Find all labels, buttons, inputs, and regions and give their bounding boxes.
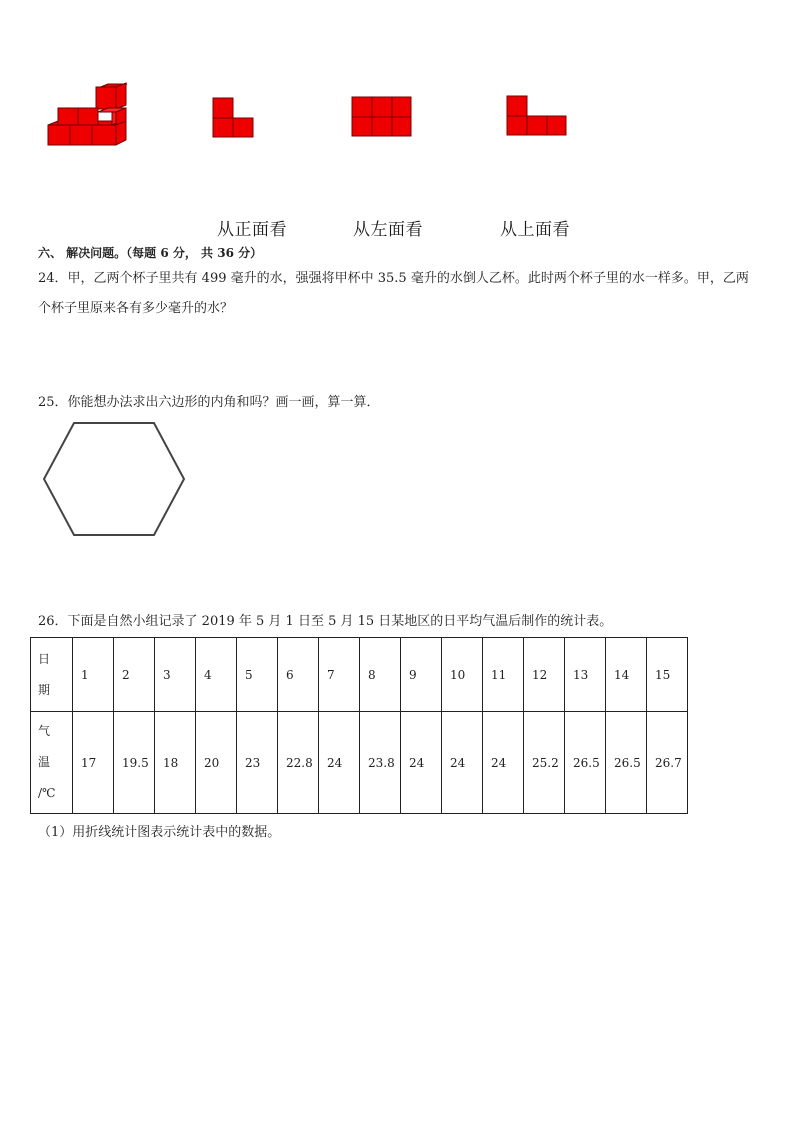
temperature-header-unit: /℃ [38, 786, 56, 800]
top-view-label: 从上面看 [500, 220, 570, 240]
date-header-char-1: 日 [38, 651, 51, 666]
temp-cell: 22.8 [278, 712, 319, 814]
date-cell: 8 [360, 638, 401, 712]
temp-cell: 23.8 [360, 712, 401, 814]
date-cell: 5 [237, 638, 278, 712]
date-cell: 7 [319, 638, 360, 712]
temp-cell: 24 [401, 712, 442, 814]
temperature-header-char-2: 温 [38, 755, 51, 769]
temperature-header-cell [31, 712, 73, 814]
cube-solid-3d [40, 80, 130, 150]
question-24: 24．甲，乙两个杯子里共有 499 毫升的水，强强将甲杯中 35.5 毫升的水倒人乙杯。此时两个杯子里的水一样多。甲，乙两个杯子里原来各有多少毫升的水？ [38, 271, 749, 316]
temperature-header-char-1: 气 [38, 724, 51, 738]
temp-cell: 24 [442, 712, 483, 814]
temperature-table [30, 637, 688, 814]
question-26-part-1: （1）用折线统计图表示统计表中的数据。 [38, 825, 281, 840]
temp-cell: 24 [483, 712, 524, 814]
temp-cell: 26.5 [565, 712, 606, 814]
date-cell: 3 [155, 638, 196, 712]
front-view-shape [212, 97, 256, 139]
date-cell: 2 [114, 638, 155, 712]
section-heading: 六、 解决问题。（每题 6 分， 共 36 分） [38, 246, 263, 260]
date-cell: 12 [524, 638, 565, 712]
date-cell: 14 [606, 638, 647, 712]
front-view-label: 从正面看 [217, 220, 287, 240]
temp-cell: 24 [319, 712, 360, 814]
temp-cell: 17 [73, 712, 114, 814]
date-cell: 1 [73, 638, 114, 712]
date-header-cell [31, 638, 73, 712]
left-view-label: 从左面看 [353, 220, 423, 240]
hexagon-figure [40, 420, 190, 540]
temp-cell: 23 [237, 712, 278, 814]
date-cell: 13 [565, 638, 606, 712]
top-view-shape [506, 95, 568, 137]
left-view-shape [351, 96, 413, 138]
date-cell: 10 [442, 638, 483, 712]
temp-cell: 26.7 [647, 712, 688, 814]
date-header-char-2: 期 [38, 682, 51, 697]
date-cell: 9 [401, 638, 442, 712]
temperature-row [31, 712, 688, 814]
date-cell: 15 [647, 638, 688, 712]
date-row [31, 638, 688, 712]
temp-cell: 18 [155, 712, 196, 814]
date-cell: 4 [196, 638, 237, 712]
date-cell: 11 [483, 638, 524, 712]
temp-cell: 19.5 [114, 712, 155, 814]
temp-cell: 20 [196, 712, 237, 814]
question-26: 26．下面是自然小组记录了 2019 年 5 月 1 日至 5 月 15 日某地区的日平均气温后制作的统计表。 [38, 614, 613, 629]
temp-cell: 25.2 [524, 712, 565, 814]
date-cell: 6 [278, 638, 319, 712]
temp-cell: 26.5 [606, 712, 647, 814]
question-25: 25．你能想办法求出六边形的内角和吗？画一画，算一算． [38, 395, 380, 410]
